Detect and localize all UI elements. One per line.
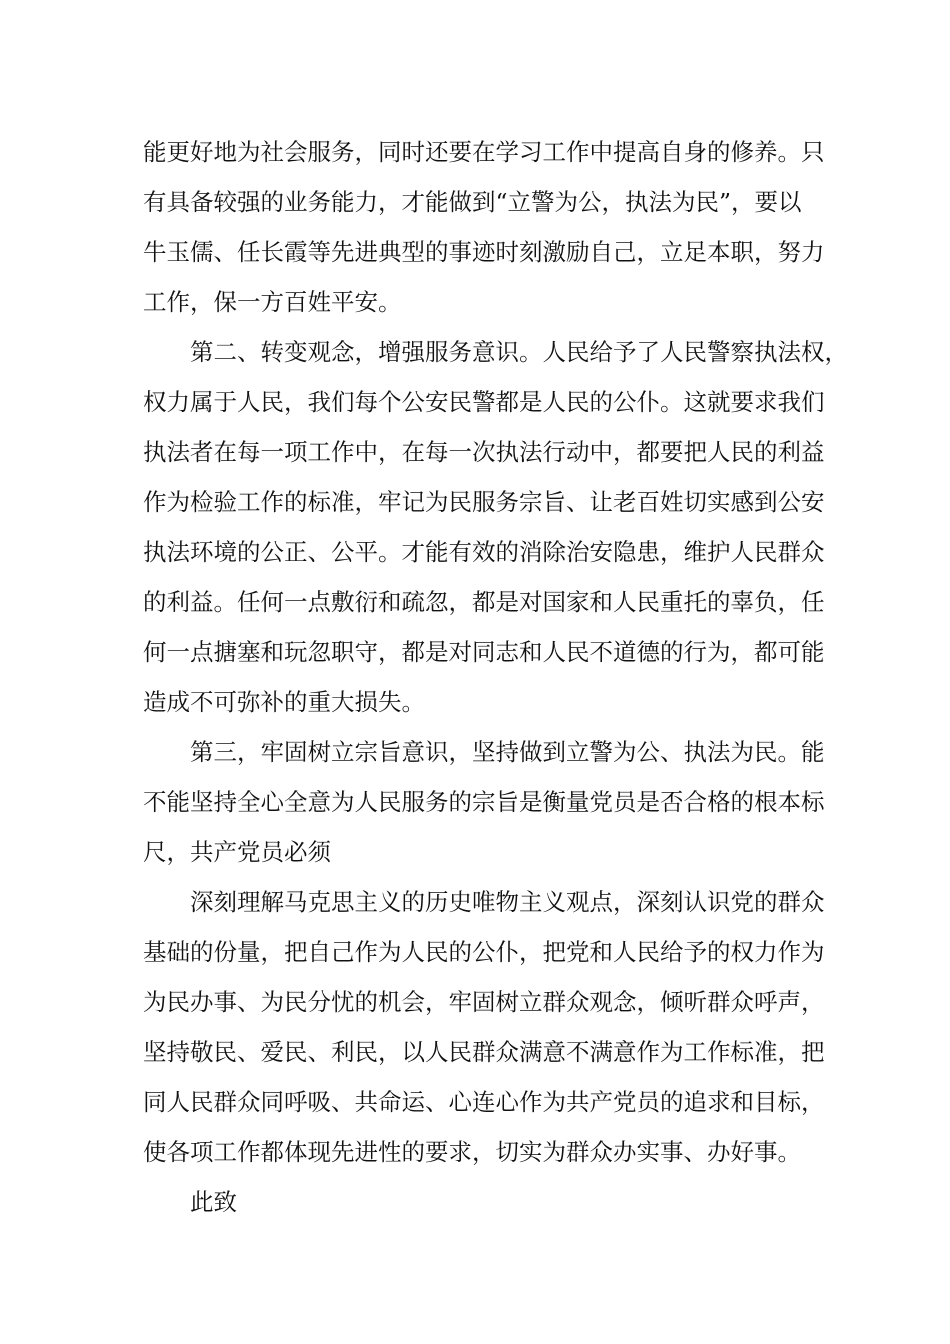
text-line: 尺，共产党员必须 [143,838,331,866]
text-line: 权力属于人民，我们每个公安民警都是人民的公仆。这就要求我们 [143,388,825,416]
text-line: 能更好地为社会服务，同时还要在学习工作中提高自身的修养。只 [143,138,825,166]
text-line: 何一点搪塞和玩忽职守，都是对同志和人民不道德的行为，都可能 [143,638,825,666]
paragraph-start-line: 第三，牢固树立宗旨意识，坚持做到立警为公、执法为民。能 [190,738,825,766]
text-line: 为民办事、为民分忧的机会，牢固树立群众观念，倾听群众呼声， [143,988,825,1016]
text-line: 工作，保一方百姓平安。 [143,288,402,316]
closing-salutation: 此致 [190,1188,237,1216]
text-line: 作为检验工作的标准，牢记为民服务宗旨、让老百姓切实感到公安 [143,488,825,516]
text-line: 的利益。任何一点敷衍和疏忽，都是对国家和人民重托的辜负，任 [143,588,825,616]
text-line: 执法者在每一项工作中，在每一次执法行动中，都要把人民的利益 [143,438,825,466]
text-line: 牛玉儒、任长霞等先进典型的事迹时刻激励自己，立足本职，努力 [143,238,825,266]
text-line: 坚持敬民、爱民、利民，以人民群众满意不满意作为工作标准，把 [143,1038,825,1066]
text-line: 基础的份量，把自己作为人民的公仆，把党和人民给予的权力作为 [143,938,825,966]
text-line: 使各项工作都体现先进性的要求，切实为群众办实事、办好事。 [143,1138,801,1166]
text-line: 执法环境的公正、公平。才能有效的消除治安隐患，维护人民群众 [143,538,825,566]
paragraph-start-line: 第二、转变观念，增强服务意识。人民给予了人民警察执法权， [190,338,848,366]
text-line: 同人民群众同呼吸、共命运、心连心作为共产党员的追求和目标， [143,1088,825,1116]
paragraph-start-line: 深刻理解马克思主义的历史唯物主义观点，深刻认识党的群众 [190,888,825,916]
text-line: 有具备较强的业务能力，才能做到“立警为公，执法为民”，要以 [143,188,802,216]
text-line: 不能坚持全心全意为人民服务的宗旨是衡量党员是否合格的根本标 [143,788,825,816]
text-line: 造成不可弥补的重大损失。 [143,688,425,716]
